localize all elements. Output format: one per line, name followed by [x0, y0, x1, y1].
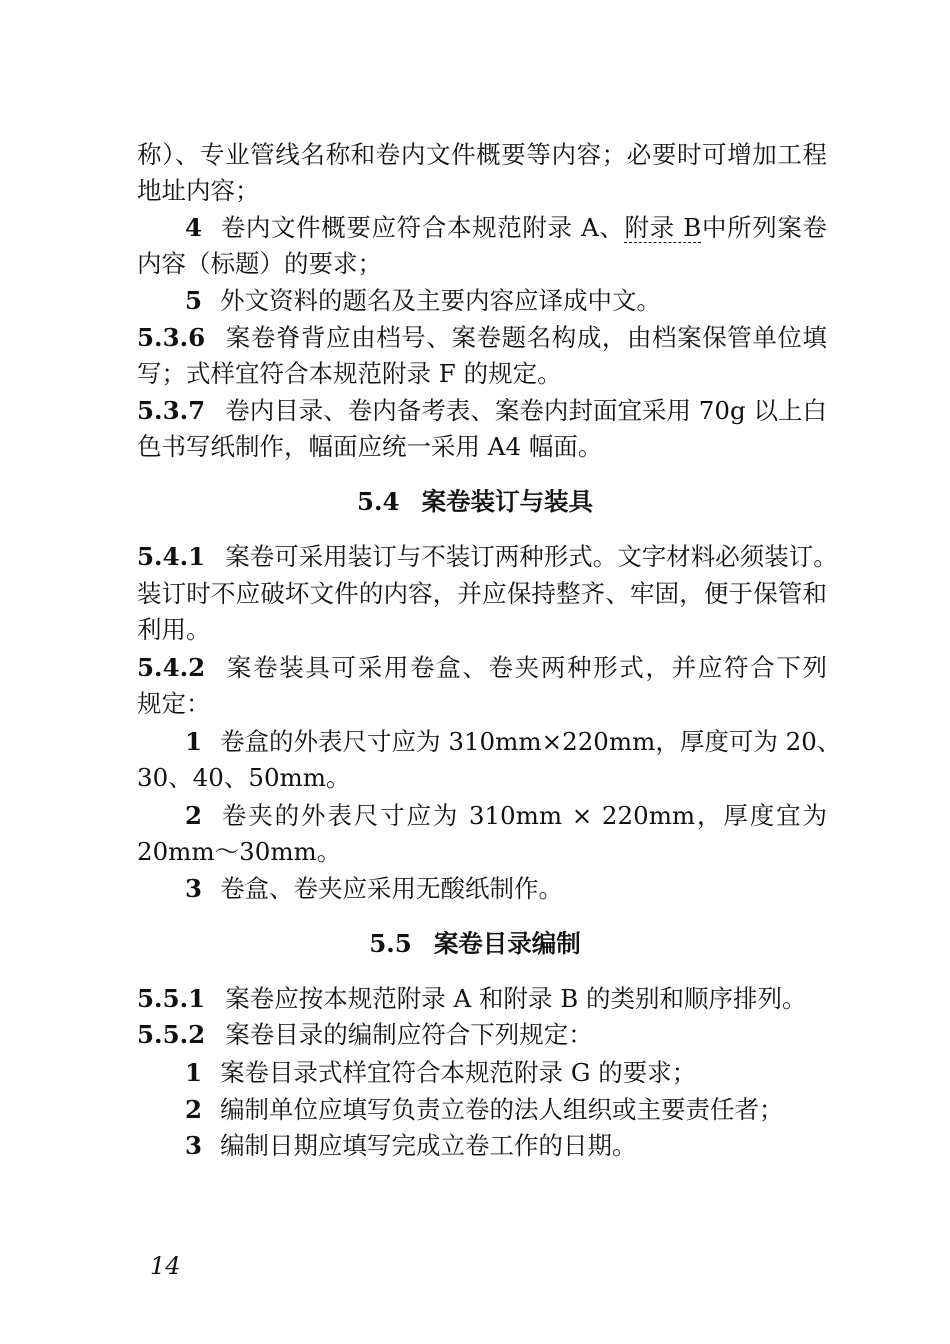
line-text: 案卷装具可采用卷盒、卷夹两种形式，并应符合下列 — [225, 653, 827, 682]
section-heading — [0, 926, 950, 962]
text-line — [137, 137, 827, 173]
section-title: 案卷装订与装具 — [421, 487, 594, 516]
list-item — [185, 1128, 827, 1164]
clause — [137, 320, 827, 356]
line-text: 卷盒、卷夹应采用无酸纸制作。 — [220, 874, 564, 903]
text-line — [137, 834, 827, 870]
line-text: 色书写纸制作，幅面应统一采用 A4 幅面。 — [137, 432, 603, 461]
clause-number: 5.5.2 — [137, 1020, 206, 1049]
clause-number: 5.3.6 — [137, 323, 206, 352]
item-number: 3 — [185, 874, 203, 903]
item-number: 4 — [185, 213, 203, 242]
line-text: 利用。 — [137, 615, 211, 644]
clause — [137, 393, 827, 429]
section-number: 5.5 — [369, 929, 412, 958]
clause — [137, 650, 827, 686]
line-text: 案卷目录式样宜符合本规范附录 G 的要求； — [220, 1058, 697, 1087]
section-heading — [0, 484, 950, 520]
clause — [137, 539, 838, 575]
line-text: 装订时不应破坏文件的内容，并应保持整齐、牢固，便于保管和 — [137, 579, 827, 608]
line-text: 卷盒的外表尺寸应为 310mm×220mm，厚度可为 20、 — [220, 727, 842, 756]
clause-number: 5.5.1 — [137, 984, 206, 1013]
item-number: 2 — [185, 801, 203, 830]
appendix-link[interactable]: 附录 B — [624, 213, 702, 242]
line-text: 外文资料的题名及主要内容应译成中文。 — [220, 286, 662, 315]
page-number: 14 — [150, 1252, 181, 1280]
item-number: 5 — [185, 286, 203, 315]
line-text: 称）、专业管线名称和卷内文件概要等内容；必要时可增加工程 — [137, 140, 827, 169]
line-text: 编制单位应填写负责立卷的法人组织或主要责任者； — [220, 1095, 784, 1124]
item-number: 1 — [185, 727, 203, 756]
text-line — [137, 429, 827, 465]
line-text: 地址内容； — [137, 176, 260, 205]
list-item — [185, 724, 842, 760]
text-line — [137, 173, 827, 209]
item-number: 1 — [185, 1058, 203, 1087]
line-text: 20mm～30mm。 — [137, 837, 342, 866]
line-text: 规定： — [137, 689, 211, 718]
clause-number: 5.4.2 — [137, 653, 206, 682]
line-text: 案卷应按本规范附录 A 和附录 B 的类别和顺序排列。 — [225, 984, 807, 1013]
section-title: 案卷目录编制 — [433, 929, 581, 958]
text-line — [137, 612, 827, 648]
text-line — [137, 576, 827, 612]
line-text: 写；式样宜符合本规范附录 F 的规定。 — [137, 359, 562, 388]
line-text: 中所列案卷 — [701, 213, 827, 242]
clause — [137, 1017, 827, 1053]
line-text: 案卷可采用装订与不装订两种形式。文字材料必须装订。 — [225, 542, 838, 571]
line-text: 卷夹的外表尺寸应为 310mm × 220mm，厚度宜为 — [220, 801, 827, 830]
clause-number: 5.3.7 — [137, 396, 206, 425]
line-text: 编制日期应填写完成立卷工作的日期。 — [220, 1131, 637, 1160]
item-number: 3 — [185, 1131, 203, 1160]
text-line — [137, 356, 827, 392]
line-text: 卷内文件概要应符合本规范附录 A、 — [220, 213, 625, 242]
list-item — [185, 210, 827, 246]
clause-number: 5.4.1 — [137, 542, 206, 571]
line-text: 案卷目录的编制应符合下列规定： — [225, 1020, 593, 1049]
list-item — [185, 871, 827, 907]
text-line — [137, 686, 827, 722]
text-line — [137, 760, 827, 796]
list-item — [185, 1092, 827, 1128]
section-number: 5.4 — [356, 487, 400, 516]
list-item — [185, 283, 827, 319]
text-line — [137, 246, 827, 282]
list-item — [185, 1055, 827, 1091]
item-number: 2 — [185, 1095, 203, 1124]
line-text: 案卷脊背应由档号、案卷题名构成，由档案保管单位填 — [225, 323, 827, 352]
clause — [137, 981, 827, 1017]
line-text: 内容（标题）的要求； — [137, 249, 382, 278]
line-text: 30、40、50mm。 — [137, 763, 351, 792]
list-item — [185, 798, 827, 834]
line-text: 卷内目录、卷内备考表、案卷内封面宜采用 70g 以上白 — [225, 396, 827, 425]
